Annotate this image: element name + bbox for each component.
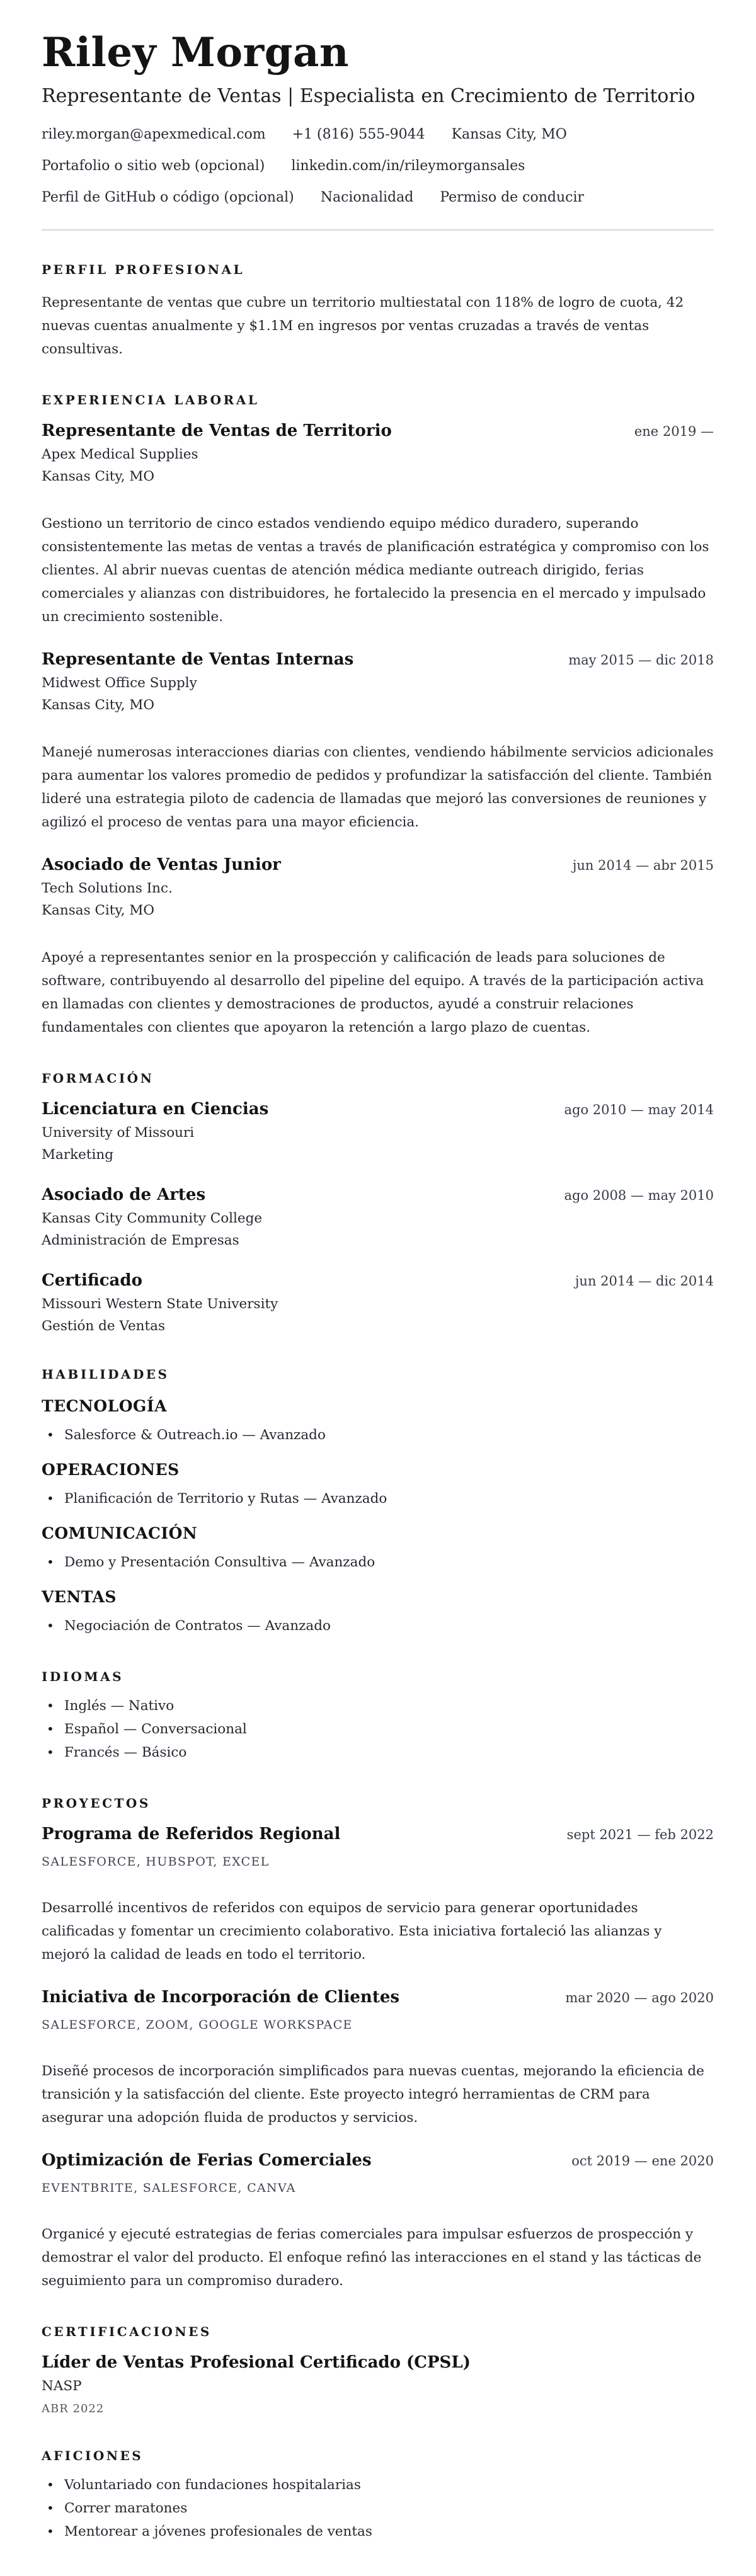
contact-row-2 <box>42 157 714 175</box>
job-title: Representante de Ventas de Territorio <box>42 421 392 440</box>
job-title: Representante de Ventas Internas <box>42 649 354 669</box>
job-location: Kansas City, MO <box>42 902 155 918</box>
job-entry <box>42 649 714 834</box>
project-title: Iniciativa de Incorporación de Clientes <box>42 1987 400 2007</box>
contact-github: Perfil de GitHub o código (opcional) <box>42 189 294 205</box>
skill-category-name: TECNOLOGÍA <box>42 1396 167 1415</box>
project-description: Desarrollé incentivos de referidos con equipos de servicio para generar oportunidades calificadas y fomentar un crecimiento colaborativo. Esta iniciativa fortaleció las alianzas y mejoró la calidad de leads en todo el territorio. <box>42 1900 662 1963</box>
person-name: Riley Morgan <box>42 29 349 76</box>
job-location: Kansas City, MO <box>42 697 155 713</box>
resume-header <box>42 31 714 231</box>
section-experience <box>42 391 714 1039</box>
project-tools: EVENTBRITE, SALESFORCE, CANVA <box>42 2180 296 2195</box>
contact-location: Kansas City, MO <box>451 126 567 142</box>
profile-heading: PERFIL PROFESIONAL <box>42 261 245 277</box>
section-education <box>42 1069 714 1335</box>
section-skills <box>42 1365 714 1638</box>
language-item: • Francés — Básico <box>42 1741 714 1764</box>
project-entry <box>42 2150 714 2293</box>
skill-category-name: VENTAS <box>42 1587 117 1606</box>
education-date: ago 2010 — may 2014 <box>564 1102 714 1117</box>
projects-heading: PROYECTOS <box>42 1795 151 1811</box>
certification-title: Líder de Ventas Profesional Certificado (CPSL) <box>42 2352 471 2372</box>
job-date: may 2015 — dic 2018 <box>568 652 714 668</box>
job-description: Gestiono un territorio de cinco estados vendiendo equipo médico duradero, superando consistentemente las metas de ventas a través de planificación estratégica y compromiso con los clientes. Al abrir nuevas cuentas de atención médica mediante outreach dirigido, ferias comerciales y alianzas con distribuidores, he fortalecido la presencia en el mercado y impulsado un crecimiento sostenible. <box>42 515 709 625</box>
contact-linkedin[interactable]: linkedin.com/in/rileymorgansales <box>291 157 525 174</box>
project-description: Organicé y ejecuté estrategias de ferias comerciales para impulsar esfuerzos de prospección y demostrar el valor del producto. El enfoque refinó las interacciones en el stand y las tácticas de seguimiento para un compromiso duradero. <box>42 2226 702 2289</box>
skill-item: • Planificación de Territorio y Rutas — Avanzado <box>42 1487 714 1510</box>
certification-entry <box>42 2352 714 2417</box>
profile-text: Representante de ventas que cubre un territorio multiestatal con 118% de logro de cuota, 42 nuevas cuentas anualmente y $1.1M en ingresos por ventas cruzadas a través de ventas consultivas. <box>42 294 684 357</box>
contact-phone: +1 (816) 555-9044 <box>292 126 425 142</box>
skill-list <box>42 1614 714 1638</box>
education-field: Administración de Empresas <box>42 1232 239 1248</box>
hobby-item: • Correr maratones <box>42 2497 714 2520</box>
language-item: • Español — Conversacional <box>42 1718 714 1741</box>
job-entry <box>42 854 714 1039</box>
contact-row-3 <box>42 189 714 207</box>
skill-category-name: OPERACIONES <box>42 1460 180 1479</box>
section-hobbies <box>42 2447 714 2543</box>
project-date: sept 2021 — feb 2022 <box>566 1827 714 1842</box>
hobbies-heading: AFICIONES <box>42 2448 144 2463</box>
language-item: • Inglés — Nativo <box>42 1694 714 1718</box>
skill-item: • Salesforce & Outreach.io — Avanzado <box>42 1423 714 1447</box>
hobby-list <box>42 2473 714 2543</box>
certifications-heading: CERTIFICACIONES <box>42 2323 212 2339</box>
job-description: Apoyé a representantes senior en la prospección y calificación de leads para soluciones de software, contribuyendo al desarrollo del pipeline del equipo. A través de la participación activa en llamadas con clientes y demostraciones de productos, ayudé a construir relaciones fundamentales con clientes que apoyaron la retención a largo plazo de cuentas. <box>42 949 704 1035</box>
section-languages <box>42 1668 714 1764</box>
education-heading: FORMACIÓN <box>42 1070 154 1086</box>
contact-portfolio: Portafolio o sitio web (opcional) <box>42 157 265 174</box>
skill-category-name: COMUNICACIÓN <box>42 1524 198 1542</box>
job-company: Midwest Office Supply <box>42 675 197 691</box>
job-company: Tech Solutions Inc. <box>42 880 173 896</box>
skill-item: • Negociación de Contratos — Avanzado <box>42 1614 714 1638</box>
job-description: Manejé numerosas interacciones diarias con clientes, vendiendo hábilmente servicios adicionales para aumentar los valores promedio de pedidos y profundizar la satisfacción del cliente. También lideré una estrategia piloto de cadencia de llamadas que mejoró las conversiones de reuniones y agilizó el proceso de ventas para una mayor eficiencia. <box>42 744 714 830</box>
education-date: jun 2014 — dic 2014 <box>575 1273 714 1289</box>
project-entry <box>42 1986 714 2129</box>
section-projects <box>42 1794 714 2293</box>
education-school: University of Missouri <box>42 1124 195 1141</box>
contact-license: Permiso de conducir <box>440 189 585 205</box>
contact-nationality: Nacionalidad <box>320 189 414 205</box>
education-school: Kansas City Community College <box>42 1210 263 1226</box>
language-list <box>42 1694 714 1764</box>
experience-heading: EXPERIENCIA LABORAL <box>42 392 260 407</box>
project-date: oct 2019 — ene 2020 <box>571 2153 714 2169</box>
job-date: ene 2019 — <box>634 423 714 439</box>
project-title: Programa de Referidos Regional <box>42 1824 341 1844</box>
hobby-item: • Mentorear a jóvenes profesionales de ventas <box>42 2520 714 2543</box>
section-certifications <box>42 2323 714 2417</box>
header-divider <box>42 229 714 231</box>
project-date: mar 2020 — ago 2020 <box>565 1990 714 2005</box>
education-field: Marketing <box>42 1146 113 1163</box>
contact-row-1 <box>42 126 714 144</box>
job-location: Kansas City, MO <box>42 468 155 484</box>
skill-list <box>42 1551 714 1574</box>
education-degree: Licenciatura en Ciencias <box>42 1099 269 1119</box>
hobby-item: • Voluntariado con fundaciones hospitalarias <box>42 2473 714 2497</box>
education-field: Gestión de Ventas <box>42 1318 166 1334</box>
languages-heading: IDIOMAS <box>42 1668 124 1684</box>
job-date: jun 2014 — abr 2015 <box>572 857 714 873</box>
skill-item: • Demo y Presentación Consultiva — Avanzado <box>42 1551 714 1574</box>
project-description: Diseñé procesos de incorporación simplificados para nuevas cuentas, mejorando la eficiencia de transición y la satisfacción del cliente. Este proyecto integró herramientas de CRM para asegurar una adopción fluida de productos y servicios. <box>42 2063 704 2126</box>
job-title: Asociado de Ventas Junior <box>42 855 281 874</box>
education-date: ago 2008 — may 2010 <box>564 1187 714 1203</box>
person-title: Representante de Ventas | Especialista en Crecimiento de Territorio <box>42 84 696 107</box>
project-tools: SALESFORCE, HUBSPOT, EXCEL <box>42 1854 270 1869</box>
education-degree: Asociado de Artes <box>42 1185 206 1204</box>
contact-block <box>42 126 714 207</box>
education-entry <box>42 1184 714 1250</box>
education-school: Missouri Western State University <box>42 1296 278 1312</box>
education-entry <box>42 1098 714 1164</box>
education-degree: Certificado <box>42 1270 142 1290</box>
project-entry <box>42 1823 714 1966</box>
certification-date: ABR 2022 <box>42 2402 105 2415</box>
contact-email[interactable]: riley.morgan@apexmedical.com <box>42 126 266 142</box>
job-company: Apex Medical Supplies <box>42 446 198 462</box>
section-profile <box>42 261 714 361</box>
skills-heading: HABILIDADES <box>42 1366 169 1382</box>
project-tools: SALESFORCE, ZOOM, GOOGLE WORKSPACE <box>42 2017 353 2032</box>
job-entry <box>42 420 714 629</box>
skill-list <box>42 1487 714 1510</box>
project-title: Optimización de Ferias Comerciales <box>42 2150 372 2170</box>
skill-list <box>42 1423 714 1447</box>
education-entry <box>42 1270 714 1335</box>
certification-issuer: NASP <box>42 2378 82 2394</box>
